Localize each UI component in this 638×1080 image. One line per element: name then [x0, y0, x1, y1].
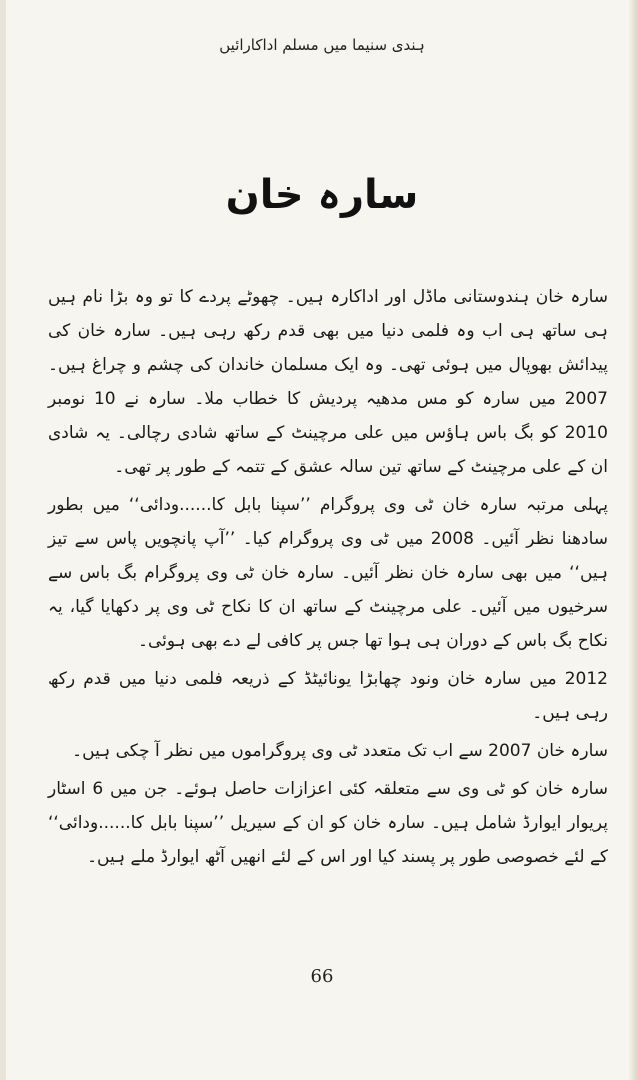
paragraph: 2012 میں سارہ خان ونود چھابڑا یونائیٹڈ کے ذریعہ فلمی دنیا میں قدم رکھ رہی ہیں۔	[48, 669, 608, 723]
page-number: 66	[310, 966, 334, 987]
paragraph: سارہ خان ہندوستانی ماڈل اور اداکارہ ہیں۔ چھوٹے پردے کا تو وہ بڑا نام ہیں ہی ساتھ ہی اب وہ فلمی دنیا میں بھی قدم رکھ رہی ہیں۔ سارہ خان کی پیدائش بھوپال میں ہوئی تھی۔ وہ ایک مسلمان خاندان کی چشم و چراغ ہیں۔ 2007 میں سارہ کو مس مدھیہ پردیش کا خطاب ملا۔ سارہ نے 10 نومبر 2010 کو بگ باس ہاؤس میں علی مرچینٹ کے ساتھ شادی رچالی۔ یہ شادی ان کے علی مرچینٹ کے ساتھ تین سالہ عشق کے تتمہ کے طور پر تھی۔	[48, 287, 608, 477]
chapter-title: سارہ خان	[225, 172, 419, 218]
paragraph: سارہ خان کو ٹی وی سے متعلقہ کئی اعزازات حاصل ہوئے۔ جن میں 6 اسٹار پریوار ایوارڈ شامل ہیں۔ سارہ خان کو ان کے سیریل ’’سپنا بابل کا......ودائی‘‘ کے لئے خصوصی طور پر پسند کیا اور اس کے لئے انھیں آٹھ ایوارڈ ملے ہیں۔	[48, 779, 608, 867]
paragraph: پہلی مرتبہ سارہ خان ٹی وی پروگرام ’’سپنا بابل کا......ودائی‘‘ میں بطور سادھنا نظر آئیں۔ 2008 میں ٹی وی پروگرام کیا۔ ’’آپ پانچویں پاس سے تیز ہیں‘‘ میں بھی سارہ خان نظر آئیں۔ سارہ خان ٹی وی پروگرام بگ باس سے سرخیوں میں آئیں۔ علی مرچینٹ کے ساتھ ان کا نکاح ٹی وی پر دکھایا گیا، یہ نکاح بگ باس کے دوران ہی ہوا تھا جس پر کافی لے دے بھی ہوئی۔	[48, 495, 608, 651]
running-header: ہندی سنیما میں مسلم اداکارائیں	[219, 36, 425, 54]
body-text	[48, 280, 608, 878]
page-gutter-shadow	[628, 0, 638, 1080]
paragraph: سارہ خان 2007 سے اب تک متعدد ٹی وی پروگراموں میں نظر آ چکی ہیں۔	[72, 741, 608, 761]
